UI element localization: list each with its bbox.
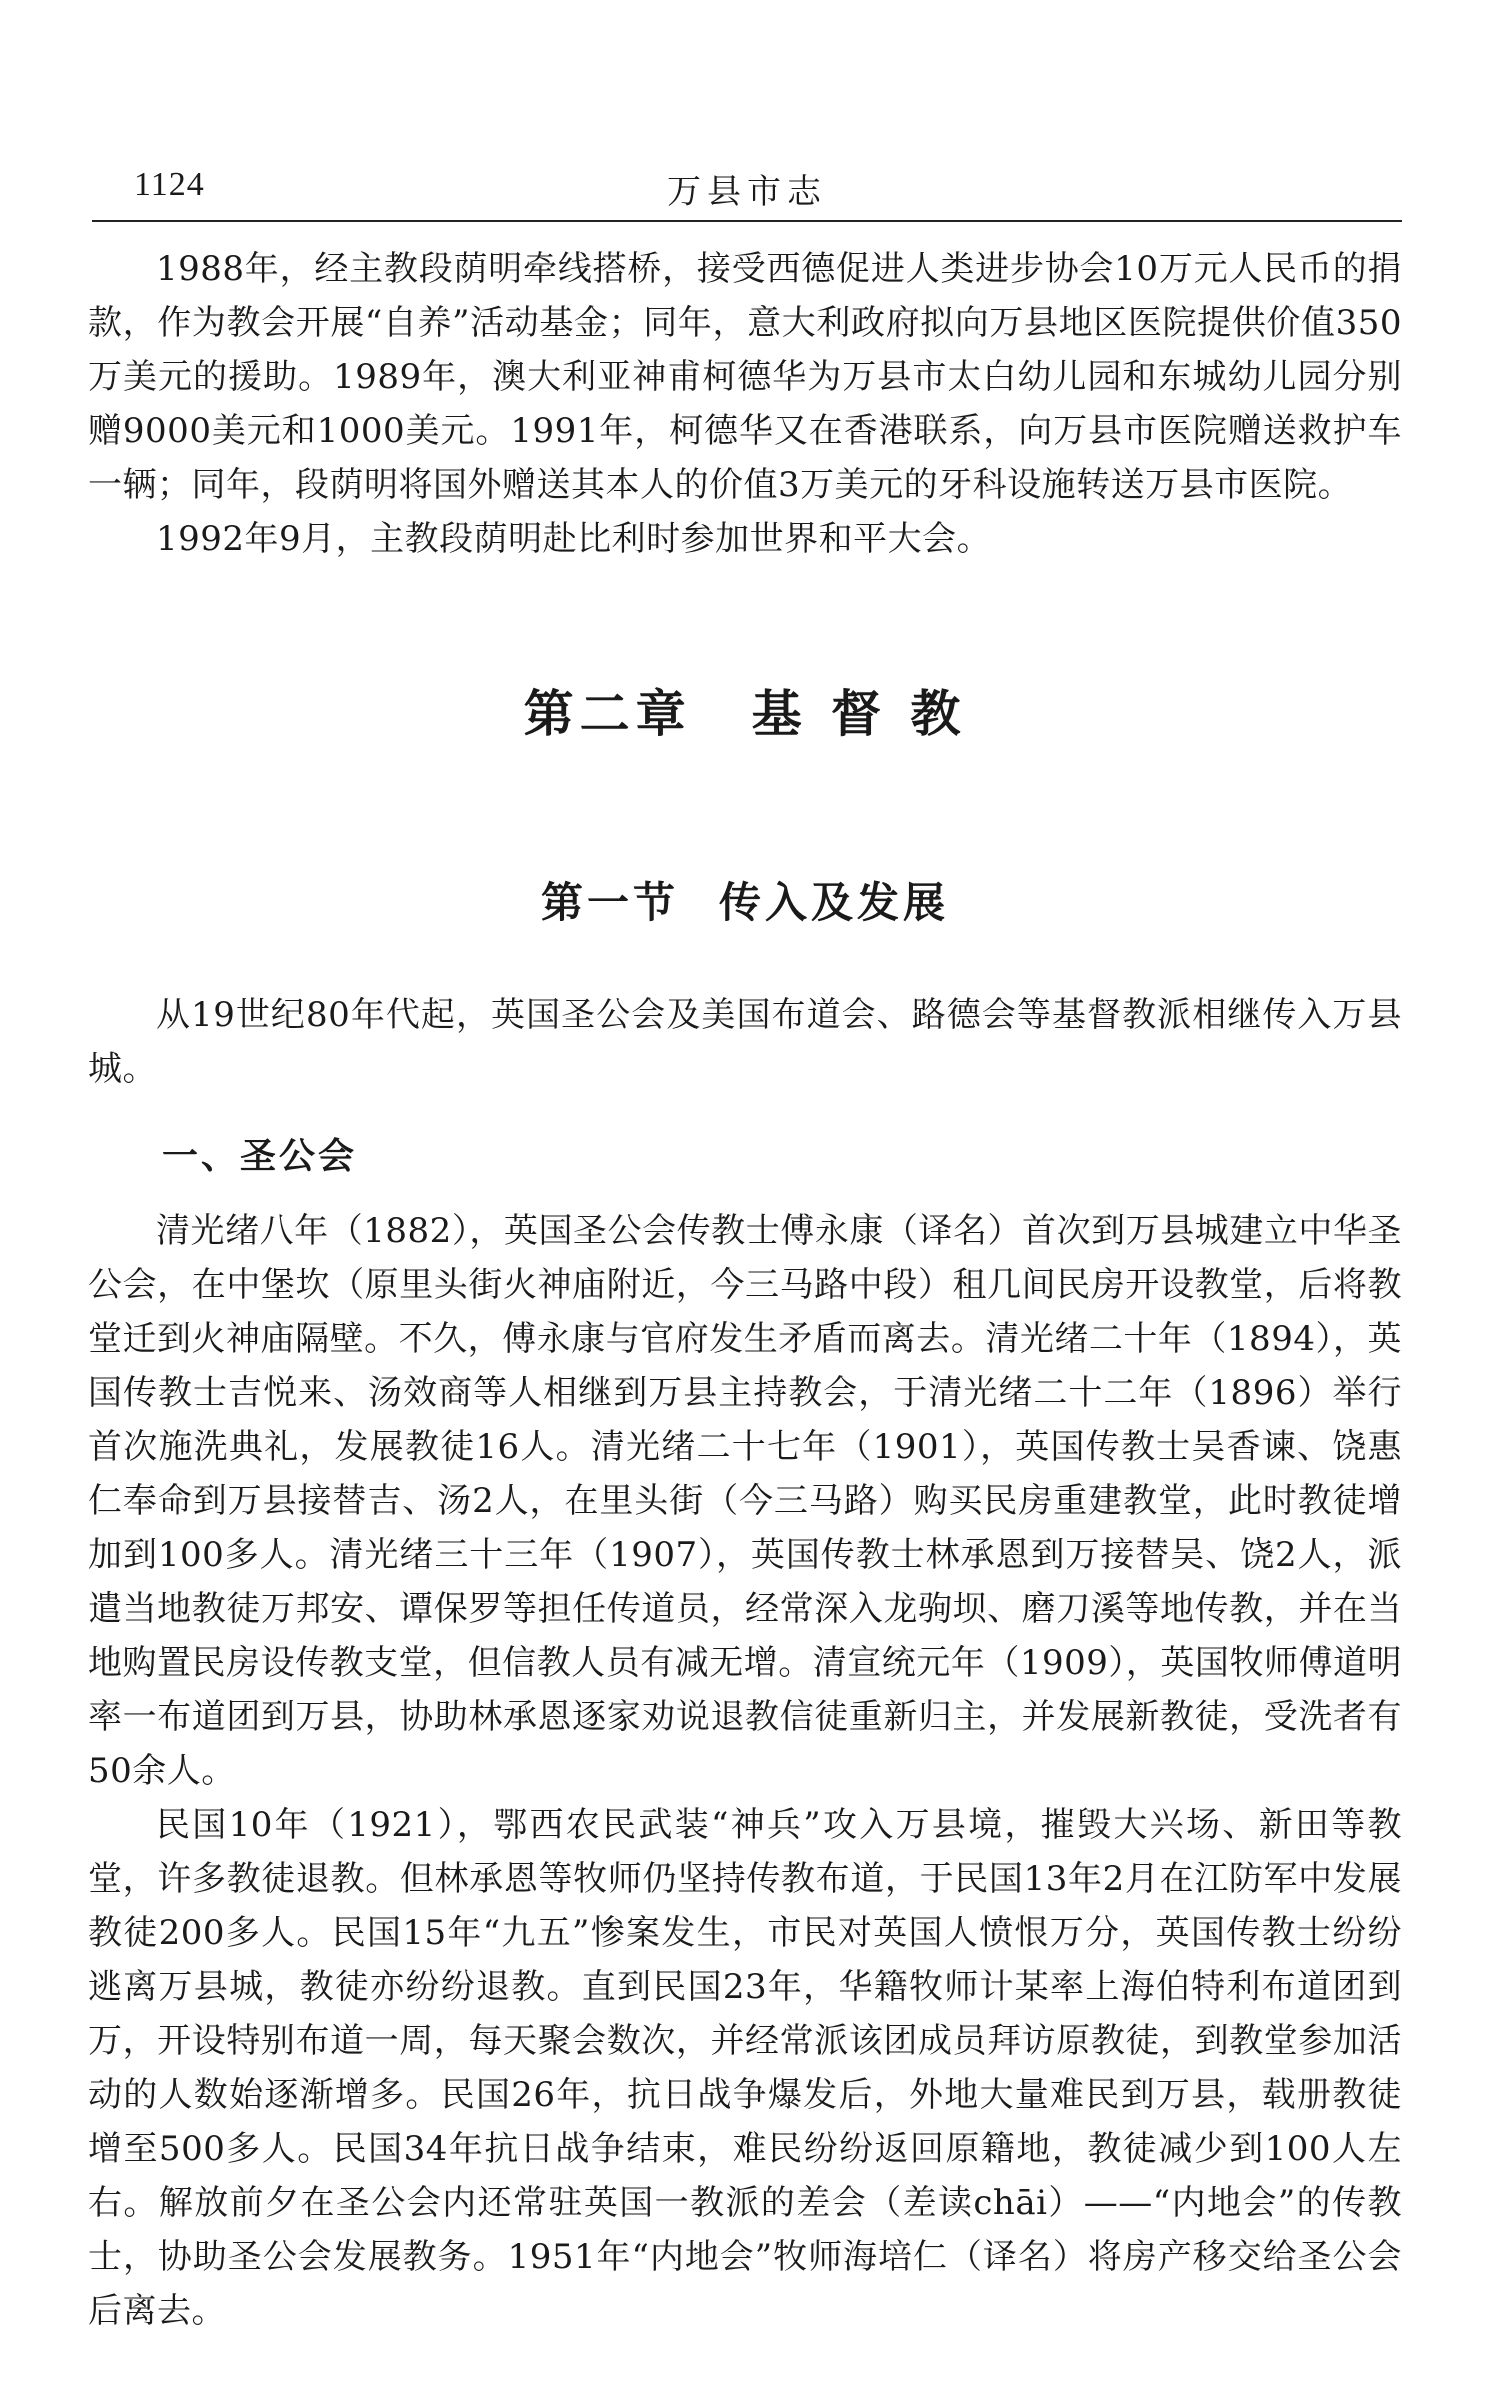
page-body bbox=[88, 242, 1402, 2338]
section-title bbox=[88, 870, 1402, 936]
page-number: 1124 bbox=[134, 166, 205, 203]
section-number: 第一节 bbox=[540, 878, 679, 927]
body-paragraph: 1992年9月，主教段荫明赴比利时参加世界和平大会。 bbox=[156, 519, 992, 559]
running-title: 万县市志 bbox=[667, 172, 827, 212]
section-intro-paragraph: 从19世纪80年代起，英国圣公会及美国布道会、路德会等基督教派相继传入万县城。 bbox=[88, 995, 1402, 1089]
subsection-title: 一、圣公会 bbox=[162, 1135, 358, 1177]
chapter-title bbox=[88, 674, 1402, 754]
chapter-name: 基 督 教 bbox=[751, 684, 967, 743]
section-name: 传入及发展 bbox=[719, 878, 950, 927]
chapter-number: 第二章 bbox=[523, 684, 692, 743]
page-header bbox=[92, 160, 1402, 216]
body-paragraph: 1988年，经主教段荫明牵线搭桥，接受西德促进人类进步协会10万元人民币的捐款，作为教会开展“自养”活动基金；同年，意大利政府拟向万县地区医院提供价值350万美元的援助。1989年，澳大利亚神甫柯德华为万县市太白幼儿园和东城幼儿园分别赠9000美元和1000美元。1991年，柯德华又在香港联系，向万县市医院赠送救护车一辆；同年，段荫明将国外赠送其本人的价值3万美元的牙科设施转送万县市医院。 bbox=[88, 249, 1402, 505]
body-paragraph: 民国10年（1921），鄂西农民武装“神兵”攻入万县境，摧毁大兴场、新田等教堂，许多教徒退教。但林承恩等牧师仍坚持传教布道，于民国13年2月在江防军中发展教徒200多人。民国15年“九五”惨案发生，市民对英国人愤恨万分，英国传教士纷纷逃离万县城，教徒亦纷纷退教。直到民国23年，华籍牧师计某率上海伯特利布道团到万，开设特别布道一周，每天聚会数次，并经常派该团成员拜访原教徒，到教堂参加活动的人数始逐渐增多。民国26年，抗日战争爆发后，外地大量难民到万县，载册教徒增至500多人。民国34年抗日战争结束，难民纷纷返回原籍地，教徒减少到100人左右。解放前夕在圣公会内还常驻英国一教派的差会（差读chāi）——“内地会”的传教士，协助圣公会发展教务。1951年“内地会”牧师海培仁（译名）将房产移交给圣公会后离去。 bbox=[88, 1805, 1402, 2331]
header-rule bbox=[92, 220, 1402, 222]
body-paragraph: 清光绪八年（1882），英国圣公会传教士傅永康（译名）首次到万县城建立中华圣公会，在中堡坎（原里头街火神庙附近，今三马路中段）租几间民房开设教堂，后将教堂迁到火神庙隔壁。不久，傅永康与官府发生矛盾而离去。清光绪二十年（1894），英国传教士吉悦来、汤效商等人相继到万县主持教会，于清光绪二十二年（1896）举行首次施洗典礼，发展教徒16人。清光绪二十七年（1901），英国传教士吴香谏、饶惠仁奉命到万县接替吉、汤2人，在里头街（今三马路）购买民房重建教堂，此时教徒增加到100多人。清光绪三十三年（1907），英国传教士林承恩到万接替吴、饶2人，派遣当地教徒万邦安、谭保罗等担任传道员，经常深入龙驹坝、磨刀溪等地传教，并在当地购置民房设传教支堂，但信教人员有减无增。清宣统元年（1909），英国牧师傅道明率一布道团到万县，协助林承恩逐家劝说退教信徒重新归主，并发展新教徒，受洗者有50余人。 bbox=[88, 1211, 1402, 1791]
